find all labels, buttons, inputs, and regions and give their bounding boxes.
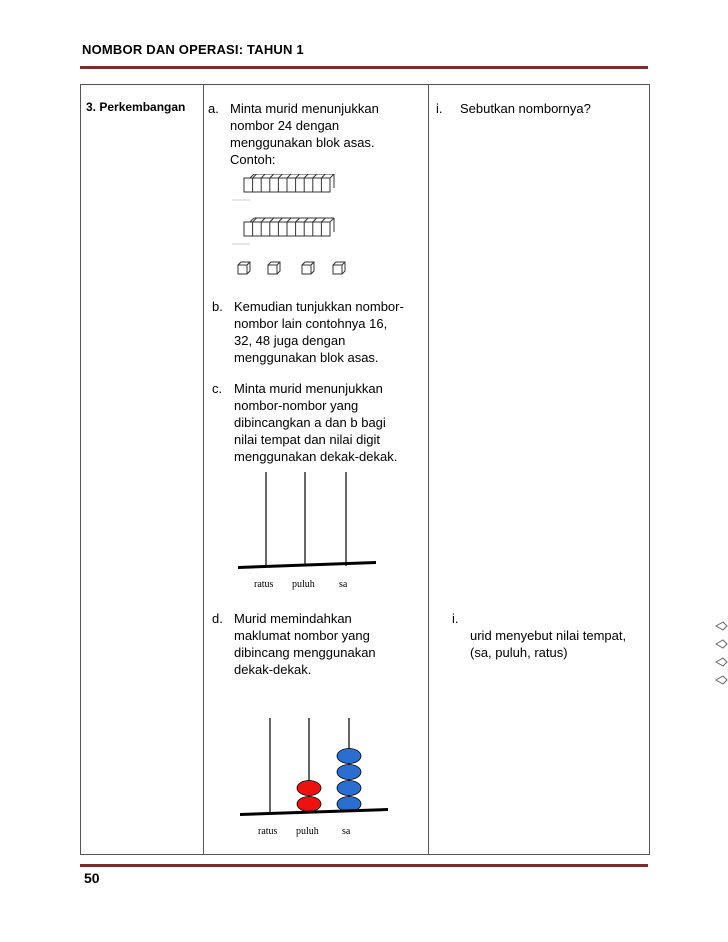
label-sa: sa [339, 579, 348, 590]
rod-top-edge [287, 174, 291, 178]
activity-marker: b. [212, 299, 223, 314]
rod-top-edge [313, 218, 317, 222]
header-rule [80, 66, 648, 69]
abacus-bead-puluh [297, 797, 321, 812]
base-ten-blocks [228, 174, 348, 280]
label-ratus: ratus [258, 826, 278, 837]
label-puluh: puluh [292, 579, 315, 590]
note-text: urid menyebut nilai tempat, (sa, puluh, ratus) [470, 628, 627, 660]
abacus-filled [238, 714, 394, 840]
tens-rod [232, 174, 334, 200]
activity-c [212, 380, 427, 470]
tens-rod [232, 218, 334, 244]
rod-top-edge [321, 218, 325, 222]
activity-a [208, 100, 423, 170]
footer-rule [80, 864, 648, 867]
unit-cube [302, 262, 314, 274]
page-number: 50 [84, 870, 100, 886]
activity-text: Murid memindahkan maklumat nombor yang dibincang menggunakan dekak-dekak. [234, 611, 376, 677]
activity-marker: a. [208, 101, 219, 116]
abacus-bead-puluh [297, 781, 321, 796]
rod-top-edge [278, 174, 282, 178]
abacus-bead-sa [337, 749, 361, 764]
activity-text: Kemudian tunjukkan nombor- nombor lain contohnya 16, 32, 48 juga dengan menggunakan blok asas. [234, 299, 404, 365]
rod-top-edge [270, 174, 274, 178]
rod-top-edge [287, 218, 291, 222]
column-divider-1 [203, 84, 204, 855]
abacus-base [238, 561, 376, 569]
rod-top-edge [313, 174, 317, 178]
rod-top-edge [278, 218, 282, 222]
rod-top-edge [296, 218, 300, 222]
unit-cube [333, 262, 345, 274]
rod-top-edge [270, 218, 274, 222]
abacus-empty [236, 468, 386, 592]
column-divider-2 [428, 84, 429, 855]
note-text: Sebutkan nombornya? [460, 101, 591, 116]
activity-marker: d. [212, 611, 223, 626]
abacus-bead-sa [337, 765, 361, 780]
activity-text: Minta murid menunjukkan nombor-nombor yang dibincangkan a dan b bagi nilai tempat dan nilai digit menggunakan dekak-dekak. [234, 381, 398, 464]
label-puluh: puluh [296, 826, 319, 837]
rod-top-edge [304, 218, 308, 222]
note-1 [436, 100, 646, 120]
activity-b [212, 298, 427, 368]
abacus-bead-sa [337, 781, 361, 796]
activity-text: Minta murid menunjukkan nombor 24 dengan menggunakan blok asas. Contoh: [230, 101, 379, 167]
label-sa: sa [342, 826, 351, 837]
rod-top-edge [321, 174, 325, 178]
note-2 [452, 610, 648, 662]
rod-top-edge [261, 218, 265, 222]
rod-top-edge [261, 174, 265, 178]
label-ratus: ratus [254, 579, 274, 590]
step-label: 3. Perkembangan [86, 100, 186, 114]
page-edge-marks [714, 620, 728, 692]
note-marker: i. [436, 101, 443, 116]
activity-marker: c. [212, 381, 223, 396]
note-marker: i. [452, 611, 459, 626]
activity-d [212, 610, 427, 682]
unit-cube [268, 262, 280, 274]
rod-top-edge [304, 174, 308, 178]
unit-cube [238, 262, 250, 274]
page-header-title: NOMBOR DAN OPERASI: TAHUN 1 [82, 42, 304, 57]
rod-top-edge [296, 174, 300, 178]
